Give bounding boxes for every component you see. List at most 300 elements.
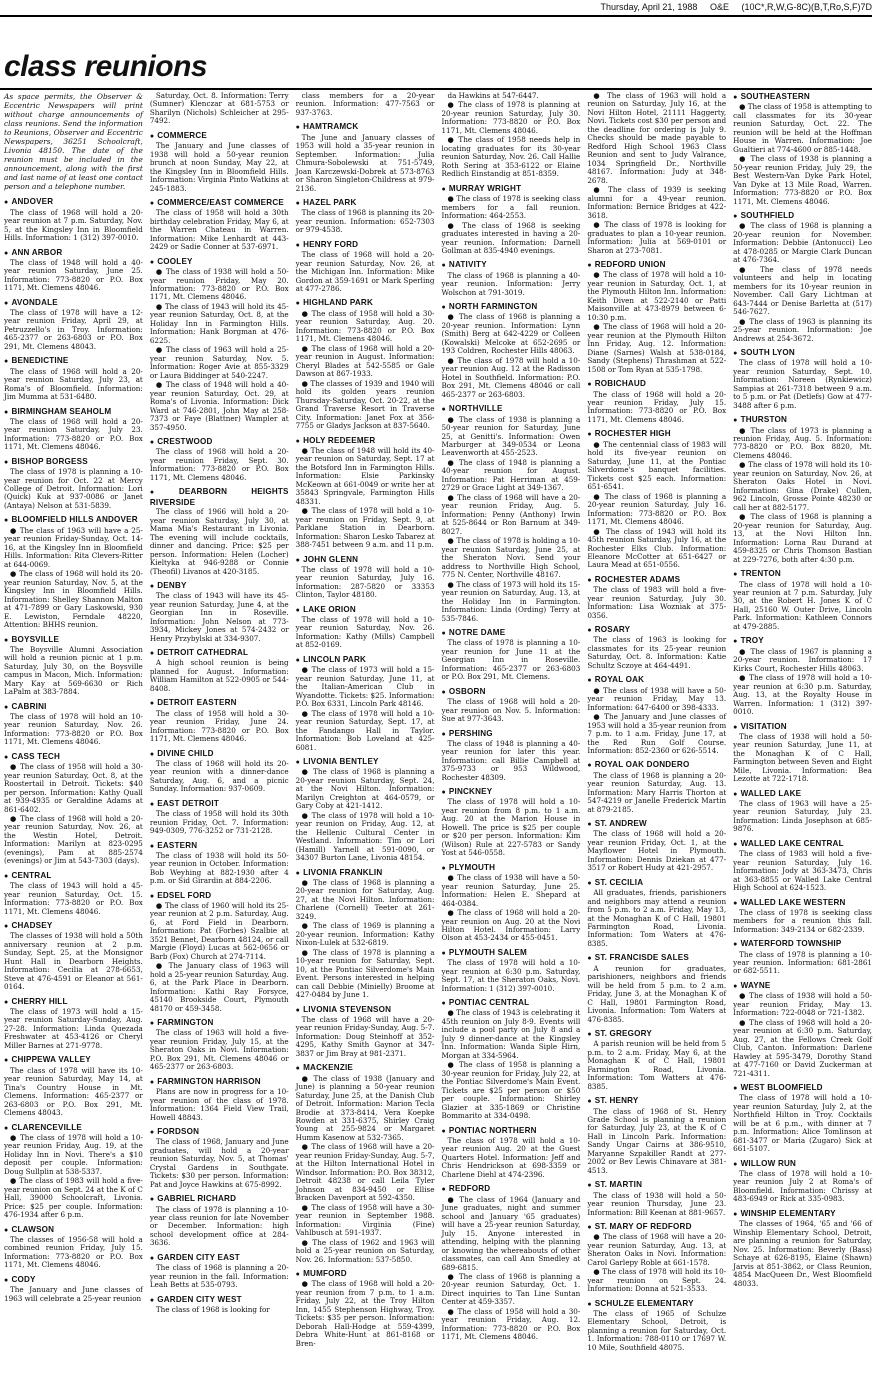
reunion-entry (587, 1180, 726, 1217)
reunion-paragraph: ● The class of 1968 is planning a 20-year reunion for November. Information: Debbie (Antonucci) Leo at 478-0285 or Margie Clark Duncan at 476-7364. (733, 221, 872, 265)
reunion-paragraph: The class of 1983 will hold a five-year reunion Saturday, July 16. Information: Jody at 363-3473, Chris at 363-8855 or Walled Lake Central High School at 624-1523. (733, 849, 872, 893)
reunion-paragraph: ● The class of 1978 is holding a 10-year reunion Saturday, June 25, at the Sheraton Novi. Send your address to Northville High School, 775 N. Center, Northville 48167. (441, 536, 581, 580)
reunion-paragraph: The class of 1968 is planning a 40-year reunion. Information: Jerry Wolschon at 791-3019. (441, 270, 581, 297)
reunion-paragraph: The class of 1968 will hold a 20-year reunion Saturday, July 23, at Roma's of Bloomfield. Information: Jim Mumma at 531-6480. (4, 366, 143, 402)
school-heading: ● ST. MARY OF REDFORD (587, 1222, 726, 1232)
column-4 (441, 92, 580, 1357)
reunion-paragraph: The class of 1965 of Schulze Elementary School, Detroit, is planning a reunion for Saturday, Oct. 1. Information: 788-0110 or 17697 W. 10 Mile, Southfield 48075. (587, 1308, 727, 1352)
reunion-entry (150, 1295, 289, 1315)
reunion-paragraph: The class of 1966 will hold a 20-year reunion Saturday, July 30, at Mama Mia's Restaurant in Livonia. The evening will include cocktails, dinner and dancing. Price: $25 per person. Information: Helen (Locher) Kieltyka at 946-9288 or Connie (Theofil) Livanos at 420-3185. (149, 507, 289, 576)
school-heading: ● TROY (733, 636, 872, 646)
reunion-paragraph: ● The class of 1968 is seeking graduates interested in having a 20-year reunion. Information: Darnell Gollman at 835-4940 evenings. (441, 220, 581, 255)
reunion-paragraph: ● The class of 1978 will hold a 10-year reunion at 6:30 p.m. Saturday, Aug. 13, at the Royalty House in Warren. Information: 1 (312) 397-0010. (733, 673, 872, 717)
reunion-paragraph: The class of 1983 will hold a five-year reunion Saturday, July 30. Information: Lisa Wozniak at 375-0356. (587, 585, 727, 620)
reunion-entry (4, 921, 143, 992)
school-heading: ● PONTIAC CENTRAL (441, 998, 580, 1008)
reunion-paragraph: ● The class of 1963 will hold a 25-year reunion Saturday, Nov. 5. Information: Roger Avie at 855-3329 or Laura Biddinger at 540-2247. (149, 345, 289, 380)
reunion-paragraph: ● The class of 1968 will hold a 20-year reunion on Aug. 20 at the Novi Hilton Hotel. Information: Larry Olson at 453-2434 or 455-0451. (441, 908, 581, 943)
reunion-entry (587, 429, 726, 570)
reunion-paragraph: A high school reunion is being planned for August. Information: William Hamilton at 522-0905 or 544-8408. (149, 658, 289, 693)
reunion-entry (733, 898, 872, 935)
reunion-entry (150, 1077, 289, 1122)
school-heading: ● ROYAL OAK (587, 675, 726, 685)
reunion-entry (4, 457, 143, 511)
school-heading: ● REDFORD UNION (587, 260, 726, 270)
reunion-paragraph: ● The class of 1964 (January and June graduates, night and summer school and January '65 graduates) will have a 25-year reunion Saturday, July 15. Anyone interested in attending, helping with the planning or knowing the whereabouts of other classmates, can call Ann Smedley at 689-6815. (441, 1194, 581, 1272)
school-heading: ● COMMERCE (150, 131, 289, 141)
reunion-entry (150, 92, 289, 126)
reunion-paragraph: ● The class of 1978 will hold a 10-year reunion Aug. 12 at the Radisson Hotel in Southfield. Information: P.O. Box 291, Mt. Clemens 48046 or call 465-2377 or 263-6803. (441, 355, 581, 399)
reunion-entry (587, 625, 726, 670)
reunion-entry (587, 1096, 726, 1175)
reunion-paragraph: ● The class of 1973 will hold a 15-year reunion Saturday, June 11, at the Italian-American Club in Wyandotte. Tickets: $25. Information: P.O. Box 6331, Lincoln Park 48146. (295, 665, 435, 709)
reunion-entry (296, 605, 435, 650)
reunion-entry (587, 260, 726, 374)
reunion-entry (4, 515, 143, 629)
page-title: class reunions (4, 50, 208, 83)
school-heading: ● EDSEL FORD (150, 891, 289, 901)
reunion-paragraph: ● The class of 1948 is planning a 40-year reunion for August. Information: Pat Herriman at 459-2729 or Grace Light at 349-1367. (441, 457, 581, 493)
reunion-paragraph: ● The class of 1967 is planning a 20-year reunion. Information: 17 Kirks Court, Rochester Hills 48063. (733, 646, 872, 673)
reunion-paragraph: The classes of 1956-58 will hold a combined reunion Friday, July 15. Information: 773-8820 or P.O. Box 1171, Mt. Clemens 48046. (4, 1234, 143, 1270)
reunion-entry (733, 839, 872, 893)
reunion-paragraph: The class of 1978 is seeking class members for a reunion this fall. Information: 349-2134 or 682-2339. (733, 907, 872, 934)
reunion-paragraph: ● The class of 1963 will hold a reunion on Saturday, July 16, at the Novi Hilton Hotel, 21111 Haggerty, Novi. Tickets cost $30 per person and the deadline for ordering is July 9. Checks should be made payable to Redford High School 1963 Class Reunion and sent to Judy Valrance, 1034 Springfield Dr., Northville 48167. Information: Judy at 348-2678. (587, 91, 727, 185)
reunion-entry (441, 1126, 580, 1180)
reunion-paragraph: The class of 1978 will hold a 10-year reunion July 2 at Roma's of Bloomfield. Information: Chrissy at 483-6949 or Rick at 335-0983. (733, 1168, 872, 1204)
reunion-paragraph: ● The class of 1978 will hold a 10-year reunion on Friday, Aug. 12, at the Hellenic Cultural Center in Westland. Information: Tim or Lori (Hamill) Yarnell at 591-0090, or 34307 Burton Lane, Livonia 48154. (295, 810, 435, 863)
reunion-paragraph: ● The class of 1962 and 1963 will hold a 25-year reunion on Saturday, Nov. 26. Information: 537-5850. (295, 1237, 435, 1264)
school-heading: ● ROCHESTER HIGH (587, 429, 726, 439)
reunion-paragraph: ● The class of 1968 is planning a 20-year reunion Saturday, Sept. 24, at the Novi Hilton. Information: Marilyn Creighton at 464-0579, or Gary Coby at 421-1412. (295, 767, 435, 811)
school-heading: ● DEARBORN HEIGHTS RIVERSIDE (150, 487, 289, 507)
reunion-entry (733, 722, 872, 784)
school-heading: ● CABRINI (4, 702, 143, 712)
reunion-paragraph: The class of 1938 will hold a 50-year reunion Thursday, June 23. Information: Bill Keenan at 881-9657. (587, 1190, 727, 1217)
school-heading: ● WAYNE (733, 981, 872, 991)
reunion-paragraph: ● The class of 1978 will hold a 10-year reunion on Friday, Sept. 9, at Parklane Station in Dearborn. Information: Sharon Lesko Tabarez at 388-7451 between 9 a.m. and 11 p.m. (295, 506, 435, 550)
reunion-entry (150, 487, 289, 576)
reunion-entry (441, 184, 580, 256)
reunion-paragraph: The class of 1968 is planning a 20-year reunion in the fall. Information: Leah Betts at 535-0793. (149, 1263, 289, 1290)
school-heading: ● LIVONIA STEVENSON (296, 1005, 435, 1015)
school-heading: ● WALLED LAKE (733, 789, 872, 799)
reunion-paragraph: The class of 1943 will hold a 45-year reunion Saturday, Oct. 15. Information: 773-8820 or P.O. Box 1171, Mt. Clemens 48046. (4, 881, 143, 916)
school-heading: ● NOTRE DAME (441, 628, 580, 638)
reunion-entry (4, 1275, 143, 1303)
reunion-entry (150, 198, 289, 252)
school-heading: ● TRENTON (733, 569, 872, 579)
reunion-paragraph: ● The class of 1938 will hold a 50-year reunion Friday, May 13. Information: 722-0048 or 721-1382. (733, 991, 872, 1018)
school-heading: ● SCHULZE ELEMENTARY (587, 1299, 726, 1309)
reunion-entry (4, 298, 143, 352)
reunion-entry (733, 415, 872, 564)
reunion-paragraph: The class of 1968 will hold its 20-year reunion with a dinner-dance Saturday, Aug. 6, and a picnic Sunday. Information: 937-0609. (149, 758, 289, 794)
school-heading: ● BIRMINGHAM SEAHOLM (4, 407, 143, 417)
reunion-entry (4, 871, 143, 916)
reunion-paragraph: The class of 1958 will hold a 30th birthday celebration Friday, May 6, at the Warren Chateau in Warren. Information: Mike Lenhardt at 443-2429 or Sadie Conner at 537-6971. (149, 208, 289, 252)
reunion-paragraph: ● The class of 1968 will hold a 20-year reunion in August. Information: Cheryl Blades at 542-5585 or Gale Dawson at 867-1933. (295, 343, 435, 379)
reunion-paragraph: ● The class of 1938 (January and June) is planning a 50-year reunion Saturday, June 25, at the Danish Club of Detroit. Information: Marion Tecla Brodie at 373-8414, Vera Koepke Rowden at 331-6375, Shirley Craig Young at 255-9824 or Margaret Humm Kasenow at 532-7365. (295, 1073, 435, 1142)
reunion-paragraph: ● The class of 1968 will have a 20-year reunion Saturday, Aug. 13, at Sheraton Oaks in Novi. Information: Carol Garlepy Roble at 661-1578. (587, 1232, 727, 1267)
reunion-paragraph: The class of 1978 will hold a 10-year reunion at 6:30 p.m. Saturday, Sept. 17, at the Sheraton Oaks, Novi. Information: 1 (312) 397-0010. (441, 958, 581, 993)
reunion-paragraph: The class of 1963 will have a 25-year reunion Saturday, July 23. Information: Linda Josephson at 685-9876. (733, 798, 872, 834)
reunion-entry (587, 878, 726, 949)
reunion-paragraph: ● The class of 1958 will hold a 30-year reunion Saturday, Oct. 8, at the Roostertail in Detroit. Tickets: $40 per person. Information: Kathy Quall at 939-4935 or Geraldine Adams at 861-6402. (4, 762, 143, 814)
school-heading: ● CHADSEY (4, 921, 143, 931)
school-heading: ● PLYMOUTH (441, 863, 580, 873)
school-heading: ● HOLY REDEEMER (296, 436, 435, 446)
reunion-entry (733, 939, 872, 976)
reunion-paragraph: The class of 1938 will hold its 50-year reunion in October. Information: Bob Weyhing at 882-1930 after 4 p.m. or Sid Girardin at 884-2206. (149, 850, 289, 886)
reunion-entry (733, 211, 872, 343)
reunion-paragraph: The June and January classes of 1953 will hold a 35-year reunion in September. Information: Julia Chmura-Sobolewski at 751-5749, Joan Karczewski-Dobrek at 573-8763 or Sharon Singleton-Childress at 979-2136. (295, 132, 435, 193)
reunion-entry (441, 92, 580, 179)
school-heading: ● NATIVITY (441, 260, 580, 270)
reunion-paragraph: ● The class of 1978 is planning a 10-year reunion for Saturday, Sept. 10, at the Pontiac Silverdome's Main Event. Persons interested in helping can call Debbie (Minielly) Broome at 427-0484 by June 1. (295, 947, 435, 1000)
reunion-paragraph: ● The class of 1978 needs volunteers and help in locating members for its 10-year reunion in November. Call Gary Lichtman at 643-7444 or Denise Barletta at (517) 546-7627. (733, 264, 872, 317)
reunion-paragraph: class members for a 20-year reunion. Information: 477-7563 or 937-3763. (295, 91, 435, 117)
reunion-paragraph: ● The class of 1958 will have a 30-year reunion in September 1988. Information: Virginia (Fine) Vahlbusch at 591-1937. (295, 1202, 435, 1238)
school-heading: ● MUMFORD (296, 1269, 435, 1279)
reunion-entry (587, 92, 726, 255)
reunion-paragraph: ● The class of 1939 is seeking alumni for a 49-year reunion. Information: Bernice Bridges at 422-3618. (587, 185, 727, 220)
school-heading: ● BISHOP BORGESS (4, 457, 143, 467)
school-heading: ● ST. CECILIA (587, 878, 726, 888)
school-heading: ● PONTIAC NORTHERN (441, 1126, 580, 1136)
reunion-paragraph: ● The class of 1978 will hold its 10-year reunion on Sept. 24. Information: Donna at 521-3533. (587, 1267, 727, 1294)
reunion-entry (296, 298, 435, 430)
reunion-entry (150, 799, 289, 836)
reunion-entry (441, 787, 580, 858)
column-2 (150, 92, 289, 1357)
reunion-paragraph: The class of 1978 will hold a 10-year reunion Saturday, July 2, at the Northfield Hilton in Troy. Cocktails will be at 6 p.m., with dinner at 7 p.m. Information: Alice Tomlinson at 681-3477 or Maria (Zugaro) Sick at 661-5107. (733, 1093, 872, 1154)
reunion-entry (441, 863, 580, 943)
reunion-entry (4, 1055, 143, 1117)
reunion-entry (4, 1123, 143, 1220)
reunion-entry (4, 356, 143, 401)
reunion-paragraph: The class of 1978 will hold a 10-year reunion Saturday, July 16. Information: 287-5820 or 33353 Clinton, Taylor 48180. (295, 564, 435, 600)
reunion-paragraph: ● The class of 1978 will hold its 10-year reunion on Saturday, Nov. 26, at Sheraton Oaks Hotel in Novi. Information: Gina (Drake) Cullen, 962 Lincoln, Grosse Pointe 48230 or call her at 882-5177. (733, 460, 872, 512)
reunion-entry (150, 581, 289, 643)
school-heading: ● LINCOLN PARK (296, 655, 435, 665)
reunion-paragraph: ● The class of 1968 will have a 20-year reunion Friday, Aug. 5. Information: Penny (Anthony) Irwin at 525-8644 or Ron Barnum at 349-8027. (441, 492, 581, 536)
school-heading: ● WEST BLOOMFIELD (733, 1083, 872, 1093)
reunion-paragraph: The class of 1948 is planning a 40-year reunion for later this year. Information: call Billie Campbell at 375-9733 or 953 Wildwood, Rochester 48309. (441, 738, 581, 782)
reunion-entry (4, 248, 143, 293)
school-heading: ● FARMINGTON (150, 1018, 289, 1028)
school-heading: ● ST. ANDREW (587, 819, 726, 829)
school-heading: ● HAZEL PARK (296, 198, 435, 208)
reunion-entry (150, 257, 289, 432)
reunion-entry (296, 436, 435, 550)
reunion-paragraph: ● The class of 1938 will have a 50-year reunion Saturday, June 25. Information: Helen E. Shepard at 464-0384. (441, 873, 581, 908)
reunion-entry (441, 948, 580, 993)
reunion-entry (296, 198, 435, 235)
reunion-paragraph: ● The class of 1978 will hold a 10-year reunion Friday, Aug. 19, at the Holiday Inn in Novi. There's a $10 deposit per couple. Information: Doug Sullplin at 538-5337. (4, 1132, 143, 1176)
school-heading: ● ROYAL OAK DONDERO (587, 760, 726, 770)
reunion-entry (733, 636, 872, 716)
reunion-entry (296, 655, 435, 752)
reunion-paragraph: The class of 1968 will hold a 20-year reunion at 7 p.m. Saturday, Nov. 5, at the Kingsley Inn in Bloomfield Hills. Information: 1 (312) 397-0010. (4, 207, 143, 243)
reunion-entry (733, 981, 872, 1078)
reunion-paragraph: Plans are now in progress for a 10-year reunion of the class of 1978. Information: 1364 Field View Trail, Howell 48843. (149, 1087, 289, 1122)
reunion-paragraph: ● The class of 1983 will hold a five-year reunion on Sept. 24 at the K of C Hall, 39000 Schoolcraft, Livonia. Price: $25 per couple. Information: 476-1934 after 6 p.m. (4, 1176, 143, 1220)
reunion-entry (150, 891, 289, 1014)
school-heading: ● BLOOMFIELD HILLS ANDOVER (4, 515, 143, 525)
reunion-paragraph: The class of 1978 will hold a 10-year reunion at 7 p.m. Saturday, July 30, at the Robert H. Jones K of C Hall, 25160 W. Outer Drive, Lincoln Park. Information: Kathleen Connors at 479-2885. (733, 579, 872, 631)
reunion-paragraph: ● The class of 1973 will hold its 15-year reunion on Saturday, Aug. 13, at the Holiday Inn in Farmington. Information: Linda (Ording) Terry at 535-7846. (441, 579, 581, 623)
reunion-entry (733, 92, 872, 206)
reunion-paragraph: The class of 1963 is looking for classmates for its 25-year reunion Saturday, Oct. 8. Information: Katie Schultz Sczoye at 464-4491. (587, 635, 727, 670)
reunion-entry (150, 841, 289, 886)
reunion-paragraph: da Hawkins at 547-6447. (447, 91, 539, 100)
reunion-entry (441, 404, 580, 623)
reunion-entry (296, 1063, 435, 1264)
reunion-entry (441, 998, 580, 1121)
school-heading: ● HENRY FORD (296, 240, 435, 250)
reunion-paragraph: ● The class of 1978 is seeking class members for a fall reunion. Information: 464-2553. (441, 194, 581, 221)
reunion-paragraph: ● The class of 1938 is planning a 50-year reunion for Saturday, June 25, at Genitti's. Information: Owen Marburger at 349-0534 or Leona Leavenworth at 455-2523. (441, 414, 581, 458)
school-heading: ● GARDEN CITY EAST (150, 1253, 289, 1263)
reunion-paragraph: ● The class of 1968 will have a 20-year reunion Friday-Sunday, Aug. 5-7, at the Hilton International Hotel in Windsor. Information: P.O. Box 38312, Detroit 48238 or call Leila Tyler Johnson at 834-9450 or Ellise Bracken Davenport at 592-4350. (295, 1142, 435, 1203)
school-heading: ● SOUTHFIELD (733, 211, 872, 221)
reunion-paragraph: ● The class of 1968 is planning a 20-year reunion Saturday, July 16. Information: 773-8820 or P.O. Box 1171, Mt. Clemens 48046. (587, 491, 727, 527)
reunion-entry (587, 1029, 726, 1091)
school-heading: ● SOUTHEASTERN (733, 92, 872, 102)
reunion-entry (733, 1209, 872, 1288)
reunion-entry (296, 240, 435, 294)
reunion-paragraph: ● The class of 1948 will hold its 40-year reunion on Saturday, Sept. 17 at the Botsford Inn in Farmington Hills. Information: Elsie Parkinsky McKeown at 661-0049 or write her at 35843 Springvale, Farmington Hills 48331. (295, 445, 435, 506)
column-6 (733, 92, 872, 1357)
reunion-paragraph: The class of 1968 will hold a 20-year reunion Saturday, Nov. 26, at the Michigan Inn. Information: Mike Gordon at 359-1691 or Mark Sperling at 477-2786. (295, 250, 435, 293)
reunion-paragraph: ● The January class of 1963 will hold a 25-year reunion Saturday, Aug. 6, at the Park Place in Dearborn. Information: Kathi Ray Forsyce, 45140 Brookside Court, Plymouth 48170 or 459-3458. (149, 961, 289, 1013)
reunion-entry (4, 997, 143, 1051)
school-heading: ● VISITATION (733, 722, 872, 732)
reunion-paragraph: ● The class of 1968 is planning a 20-year reunion for Saturday, Aug. 27, at the Novi Hilton. Information: Charlene (Cornell) Teeter at 261-3249. (295, 877, 435, 921)
reunion-paragraph: The classes of 1938 will hold a 50th anniversary reunion at 2 p.m. Sunday, Sept. 25, at the Monsignor Hunt Hall in Dearborn Heights. Information: Cecilia at 278-6653, Steve at 476-4591 or Eleanor at 561-0164. (4, 931, 143, 992)
reunion-paragraph: ● The class of 1968 will hold a 20-year reunion at 6:30 p.m. Saturday, Aug. 27, at the Fellows Creek Golf Club, Canton. Information: Darlene Hawley at 595-3479, Dorothy Stand at 477-7160 or David Zuckerman at 721-4311. (733, 1017, 872, 1078)
reunion-paragraph: The class of 1978 will hold a 10-year reunion Saturday, Nov. 26. Information: Kathy (Mills) Campbell at 852-0169. (295, 615, 435, 650)
reunion-paragraph: The class of 1978 will hold a 10-year reunion from 8 p.m. to 1 a.m. Aug. 20 at the Marion House in Howell. The price is $25 per couple or $20 per person. Information: Kim (Wilson) Rule at 227-5783 or Sandy Yost at 546-0558. (441, 797, 581, 858)
reunion-entry (587, 760, 726, 814)
reunion-paragraph: The Boysville Alumni Association will hold a reunion picnic at 1 p.m. Saturday, July 30, on the Boysville campus in Macon, Mich. Information: Mary Kay at 569-6630 or Rich LaPalm at 383-7884. (4, 644, 143, 697)
reunion-entry (150, 749, 289, 794)
school-heading: ● ROCHESTER ADAMS (587, 575, 726, 585)
reunion-entry (4, 197, 143, 242)
school-heading: ● HIGHLAND PARK (296, 298, 435, 308)
reunion-entry (733, 569, 872, 631)
reunion-paragraph: ● The class of 1968 will hold a 20-year reunion from 7 p.m. to 1 a.m. Friday, July 22, at the Troy Hilton Inn, 1455 Stephenson Highway, Troy. Tickets: $35 per person. Information: Deborah Hall-Hodge at 559-4399, Debra White-Hunt at 861-8168 or Bren- (295, 1279, 435, 1348)
reunion-paragraph: ● The centennial class of 1983 will hold its five-year reunion on Saturday, June 11, at the Pontiac Silverdome's banquet facilities. Tickets cost $25 each. Information: 651-6541. (587, 439, 727, 492)
reunion-entry (441, 1184, 580, 1341)
reunion-paragraph: A reunion for graduates, parishioners, neighbors and friends will be held from 5 p.m. to 2 a.m. Friday, June 3, at the Monaghan K of C Hall, 19801 Farmington Road, Livonia. Information: Tom Waters at 476-8385. (587, 963, 727, 1024)
reunion-entry (150, 698, 289, 743)
reunion-paragraph: ● The class of 1968 will hold its 20-year reunion Saturday, Nov. 5, at the Kingsley Inn in Bloomfield Hills. Information: Shelley Shannon Malton at 471-7899 or Gary Laskowski, 930 E. Lewiston, Ferndale 48220, Attention: BHHS reunion. (4, 569, 143, 630)
reunion-paragraph: ● The class of 1978 will hold a 10-year reunion in Saturday, Oct. 1, at the Plymouth Hilton Inn. Information: Keith Diven at 522-2140 or Patti Maisonville at 473-8979 between 6-10:30 p.m. (587, 270, 727, 322)
reunion-entry (296, 1269, 435, 1348)
school-heading: ● WALLED LAKE WESTERN (733, 898, 872, 908)
school-heading: ● DETROIT EASTERN (150, 698, 289, 708)
reunion-entry (4, 635, 143, 697)
reunion-paragraph: ● The class of 1938 will hold a 50-year reunion Friday, May 20. Information: 773-8820 or P.O. Box 1171, Mt. Clemens 48046. (149, 267, 289, 302)
reunion-entry (150, 648, 289, 693)
reunion-entry (296, 1005, 435, 1059)
reunion-entry (4, 702, 143, 747)
reunion-entry (296, 92, 435, 117)
school-heading: ● CASS TECH (4, 752, 143, 762)
reunion-entry (296, 868, 435, 1000)
school-heading: ● ANN ARBOR (4, 248, 143, 258)
reunion-paragraph: All graduates, friends, parishioners and neighbors may attend a reunion from 5 p.m. to 2 a.m. Friday, May 13, at the Monaghan K of C Hall, 19801 Farmington Road, Livonia. Information: Tom Waters at 476-8385. (587, 888, 727, 948)
intro-note: As space permits, the Observer & Eccentric Newspapers will print without charge announcements of class reunions. Send the information to Reunions, Observer and Eccentric Newspapers, 36251 Schoolcraft, Livonia 48150. The date of the reunion must be included in the announcement, along with the first and last name of at least one contact person and a telephone number. (4, 92, 143, 192)
reunion-paragraph: ● The class of 1968 is planning a 20-year reunion. Information: Lynn (Smith) Berg at 642-4229 or Colleen (Kowalski) Melcoke at 652-2695 or 193 Coldren, Rochester Hills 48063. (441, 312, 581, 356)
reunion-paragraph: The class of 1978 is planning a 10-year reunion for Oct. 22 at Mercy College of Detroit. Information: Lori (Quick) Kuk at 937-0086 or Janet (Antaya) Nelson at 531-5839. (4, 467, 143, 510)
reunion-paragraph: The class of 1978 is planning a 10-year reunion for June 11 at the Georgian Inn in Roseville. Information: 465-2377 or 263-6803 or P.O. Box 291, Mt. Clemens. (441, 638, 581, 682)
reunion-entry (296, 757, 435, 863)
reunion-entry (587, 819, 726, 873)
school-heading: ● CENTRAL (4, 871, 143, 881)
reunion-paragraph: The class of 1978 will hold a 10-year reunion Saturday, Sept. 10. Information: Noreen (Rynkiewicz) Sampias at 261-7318 between 9 a.m. to 5 p.m. or Pat (Detlefs) Gow at 477-3488 after 6 p.m. (733, 358, 872, 410)
reunion-entry (587, 953, 726, 1024)
reunion-paragraph: The class of 1968 will hold a 20-year reunion Friday, July 15. Information: 773-8820 or P.O. Box 1171, Mt. Clemens 48046. (587, 389, 727, 424)
reunion-paragraph: ● The class of 1958 will hold a 30-year reunion Saturday, Aug. 20. Information: 773-8820 or P.O. Box 1171, Mt. Clemens 48046. (295, 308, 435, 344)
reunion-paragraph: ● The class of 1978 will hold a 10-year reunion Saturday, Sept. 17, at the Fandango Hall in Taylor. Information: Bob Loveland at 425-6081. (295, 708, 435, 752)
reunion-entry (4, 1225, 143, 1270)
running-head-date: Thursday, April 21, 1988 (600, 2, 698, 12)
reunion-paragraph: The class of 1968 is planning its 20-year reunion. Information: 652-7303 or 979-4538. (295, 208, 435, 235)
reunion-paragraph: ● The class of 1973 is planning a reunion Friday, Aug. 5. Information: 773-8820 or P.O. Box 8820, Mt. Clemens 48046. (733, 425, 872, 460)
reunion-paragraph: The class of 1968 is planning a 20-year reunion Saturday, Aug. 13. Information: Mary Harris Thorton at 547-4219 or Janelle Frederick Martin at 879-2185. (587, 770, 727, 814)
reunion-entry (441, 687, 580, 724)
reunion-paragraph: The class of 1978 will hold a 10-year reunion Aug. 20 at the Guest Quarters Hotel. Information: Jeff and Chris Hendrickson at 698-3359 or Charlene Diehl at 474-2396. (441, 1135, 581, 1179)
reunion-entry (587, 1299, 726, 1353)
school-heading: ● GARDEN CITY WEST (150, 1295, 289, 1305)
school-heading: ● GABRIEL RICHARD (150, 1194, 289, 1204)
reunion-entry (587, 575, 726, 620)
reunion-paragraph: A parish reunion will be held from 5 p.m. to 2 a.m. Friday, May 6, at the Monaghan K of C Hall, 19801 Farmington Road, Livonia. Information: Tom Watters at 476-8385. (587, 1039, 727, 1091)
column-3 (296, 92, 435, 1357)
school-heading: ● ST. FRANCISDE SALES (587, 953, 726, 963)
reunion-entry (150, 131, 289, 193)
reunion-paragraph: ● The class of 1960 will hold its 25-year reunion at 2 p.m. Saturday, Aug. 6, at Ford Field in Dearborn. Information: Pat (Forbes) Szalbie at 3521 Bennet, Dearborn 48124, or call Margie (Floyd) Lucas at 562-0656 or Barb (Fox) Church at 274-7114. (149, 900, 289, 961)
reunion-paragraph: The class of 1968 will hold a 20-year reunion Friday, Oct. 1, at the Mayflower Hotel in Plymouth. Information: Dennis Dziekan at 477-3517 or Robert Hudy at 421-2957. (587, 829, 727, 873)
running-head-section: O&E (709, 2, 729, 12)
reunion-entry (733, 1083, 872, 1154)
reunion-paragraph: ● The class of 1969 is planning a 20-year reunion. Information: Kathy Nixon-Lulek at 532-6819. (295, 921, 435, 948)
school-heading: ● OSBORN (441, 687, 580, 697)
school-heading: ● MURRAY WRIGHT (441, 184, 580, 194)
reunion-paragraph: ● The class of 1938 is planning a 50-year reunion Friday, July 29, the Best Western-Van Dyke Park Hotel, Van Dyke at 13 Mile Road, Warren. Information: 773-8820 or P.O. Box 1171, Mt. Clemens 48046. (733, 154, 872, 206)
reunion-paragraph: Saturday, Oct. 8. Information: Terry (Sumner) Klenczar at 681-5753 or Sharilyn (Nichols) Schleicher at 295-7492. (149, 91, 289, 126)
reunion-paragraph: The class of 1978 will have its 10-year reunion Saturday, May 14, at Tina's Country House in Mt. Clemens. Information: 465-2377 or 263-6803 or P.O. Box 291, Mt. Clemens 48043. (4, 1065, 143, 1118)
reunion-entry (441, 628, 580, 682)
reunion-entry (150, 1253, 289, 1290)
article-columns (4, 92, 872, 1357)
reunion-paragraph: ● The class of 1948 will hold a 40-year reunion Saturday, Oct. 29, at Roma's of Livonia. Information: Dick Ward at 746-2801, John May at 258-7373 or Faye (Blattner) Wampler at 357-4950. (149, 380, 289, 432)
top-rule (0, 15, 872, 17)
school-heading: ● COMMERCE/EAST COMMERCE (150, 198, 289, 208)
school-heading: ● FORDSON (150, 1127, 289, 1137)
school-heading: ● JOHN GLENN (296, 555, 435, 565)
running-head-code: (10C*,R,W,G-8C)(B,T,Ro,S,F)7D (741, 2, 872, 12)
school-heading: ● ST. HENRY (587, 1096, 726, 1106)
reunion-paragraph: ● The class of 1943 is celebrating it 45th reunion on July 8-9. Events will include a pool party on July 8 and a July 9 dinner-dance at the Kingsley Inn. Information: Wanda Siple Hirn, Morgan at 334-5964. (441, 1008, 581, 1060)
school-heading: ● PINCKNEY (441, 787, 580, 797)
school-heading: ● ST. GREGORY (587, 1029, 726, 1039)
school-heading: ● SOUTH LYON (733, 348, 872, 358)
reunion-paragraph: The class of 1968 will have a 20-year reunion Friday-Sunday, Aug. 5-7. Information: Doug Steinhoff at 352-4295, Kathy Smith Gaynor at 347-3837 or Jim Bray at 981-2371. (295, 1014, 435, 1058)
reunion-paragraph: The January and June classes of 1963 will celebrate a 25-year reunion (4, 1285, 143, 1303)
reunion-paragraph: The class of 1978 will have a 12-year reunion Friday, April 29, at Petruzzello's in Troy. Information: 465-2377 or 263-6803 or P.O. Box 291, Mt. Clemens 48043. (4, 307, 143, 351)
reunion-paragraph: The class of 1968 will hold a 20-year reunion Saturday, July 23. Information: 773-8820 or P.O. Box 1171, Mt. Clemens 48046. (4, 416, 143, 452)
school-heading: ● ROSARY (587, 625, 726, 635)
reunion-entry (587, 1222, 726, 1294)
reunion-paragraph: ● The classes of 1939 and 1940 will hold its golden years reunion Thursday-Saturday, Oct. 20-22, at the Grand Traverse Resort in Traverse City. Information: Janet Fox at 356-7755 or Gladys Jackson at 837-5640. (295, 378, 435, 431)
reunion-paragraph: The class of 1958 will hold its 30th reunion Friday, Oct. 7. Information: 949-0309, 776-3252 or 731-2128. (149, 809, 289, 836)
reunion-paragraph: ● The class of 1958 is attempting to call classmates for its 30-year reunion Saturday, Oct. 22. The reunion will be held at the Hoffman House in Warren. Information: Joe Gualtieri at 774-4600 or 885-1448. (733, 102, 872, 154)
school-heading: ● PERSHING (441, 729, 580, 739)
school-heading: ● WINSHIP ELEMENTARY (733, 1209, 872, 1219)
reunion-paragraph: The class of 1968 is looking for (155, 1304, 270, 1314)
reunion-paragraph: ● The class of 1968 is planning a 20-year reunion Saturday, Oct. 1. Direct inquiries to Tan Line Suntan Center at 459-3357. (441, 1271, 581, 1307)
reunion-entry (150, 1018, 289, 1072)
school-heading: ● CLARENCEVILLE (4, 1123, 143, 1133)
reunion-paragraph: The class of 1973 will hold a 15-year reunion Saturday-Sunday, Aug. 27-28. Information: Linda Quezada Freshwater at 453-4126 or Cheryl Miller Barnes at 271-9778. (4, 1006, 143, 1050)
reunion-entry (441, 729, 580, 783)
reunion-paragraph: The class of 1943 will have its 45-year reunion Saturday, June 4, at the Georgian Inn in Roseville. Information: John Nelson at 773-3934, Mickey Jones at 574-2432 or Henry Przybylski at 334-9307. (149, 591, 289, 643)
reunion-paragraph: ● The class of 1958 will hold a 30-year reunion Friday, Aug. 12. Information: 773-8820 or P.O. Box 1171, Mt. Clemens 48046. (441, 1306, 581, 1342)
school-heading: ● MACKENZIE (296, 1063, 435, 1073)
school-heading: ● CODY (4, 1275, 143, 1285)
reunion-paragraph: The class of 1938 will hold a 50-year reunion Saturday, June 11, at the Monaghan K of C Hall, Farmington between Seven and Eight Mile, Livonia. Information: Bea Lezotte at 722-1718. (733, 731, 872, 784)
reunion-entry (296, 122, 435, 193)
school-heading: ● CRESTWOOD (150, 437, 289, 447)
reunion-entry (150, 437, 289, 482)
school-heading: ● CLAWSON (4, 1225, 143, 1235)
reunion-paragraph: The class of 1968, January and June graduates, will hold a 20-year reunion Saturday, Nov. 5, at Thomas' Crystal Gardens in Southgate. Tickets: $30 per person. Information: Pat and Joyce Hawkins at 675-8992. (149, 1137, 289, 1189)
school-heading: ● DENBY (150, 581, 289, 591)
reunion-entry (441, 260, 580, 297)
reunion-entry (150, 1194, 289, 1248)
reunion-paragraph: ● The class of 1968 is planning a 20-year reunion for Saturday, Aug. 13, at the Novi Hilton Inn. Information: Lorna Rau Durand at 459-8325 or Chris Thomson Bastian at 229-7276, both after 4:30 p.m. (733, 512, 872, 564)
reunion-paragraph: ● The class of 1943 will hold its 45th reunion Saturday, July 16, at the Rochester Elks Club. Information: Eleanore McCotter at 651-6427 or Laura Mead at 651-0556. (587, 526, 727, 570)
reunion-entry (733, 1159, 872, 1204)
reunion-entry (4, 752, 143, 866)
reunion-paragraph: ● The class of 1963 will have a 25-year reunion Friday-Sunday, Oct. 14-16, at the Kingsley Inn in Bloomfield Hills. Information: Rita Clevers-Ritter at 644-0069. (4, 525, 143, 569)
school-heading: ● PLYMOUTH SALEM (441, 948, 580, 958)
school-heading: ● FARMINGTON HARRISON (150, 1077, 289, 1087)
school-heading: ● NORTH FARMINGTON (441, 302, 580, 312)
reunion-entry (733, 348, 872, 410)
school-heading: ● WALLED LAKE CENTRAL (733, 839, 872, 849)
reunion-paragraph: The classes of 1964, '65 and '66 of Winship Elementary School, Detroit, are planning a reunion for Saturday, Nov. 25. Information: Beverly (Bass) Schaye at 626-8195, Elaine (Shawn) Jarvis at 851-3862, or Class Reunion, 4854 MacQueen Dr., West Bloomfield 48033. (733, 1219, 872, 1288)
reunion-paragraph: ● The class of 1958 needs help in locating graduates for its 30-year reunion Saturday, Nov. 26. Call Hallie Roth Sering at 353-6122 or Elaine Redlich Einstandig at 851-8359. (441, 135, 581, 179)
column-5 (587, 92, 726, 1357)
school-heading: ● REDFORD (441, 1184, 580, 1194)
reunion-paragraph: The class of 1963 will hold a five-year reunion Friday, July 15, at the Sheraton Oaks in Novi. Information: P.O. Box 291, Mt. Clemens 48046 or 465-2377 or 263-6803. (149, 1028, 289, 1072)
reunion-paragraph: The class of 1978 will hold an 10-year reunion Saturday, Nov. 26. Information: 773-8820 or P.O. Box 1171, Mt. Clemens 48046. (4, 711, 143, 747)
school-heading: ● DIVINE CHILD (150, 749, 289, 759)
school-heading: ● THURSTON (733, 415, 872, 425)
reunion-entry (733, 789, 872, 834)
school-heading: ● WILLOW RUN (733, 1159, 872, 1169)
reunion-paragraph: ● The class of 1943 will hold its 45-year reunion Saturday, Oct. 8, at the Holiday Inn in Farmington Hills. Information: Hank Borgman at 476-6225. (149, 301, 289, 345)
school-heading: ● BOYSVILLE (4, 635, 143, 645)
school-heading: ● AVONDALE (4, 298, 143, 308)
reunion-paragraph: The class of 1948 will hold a 40-year reunion Saturday, June 25. Information: 773-8820 or P.O. Box 1171, Mt. Clemens 48046. (4, 257, 143, 293)
school-heading: ● HAMTRAMCK (296, 122, 435, 132)
